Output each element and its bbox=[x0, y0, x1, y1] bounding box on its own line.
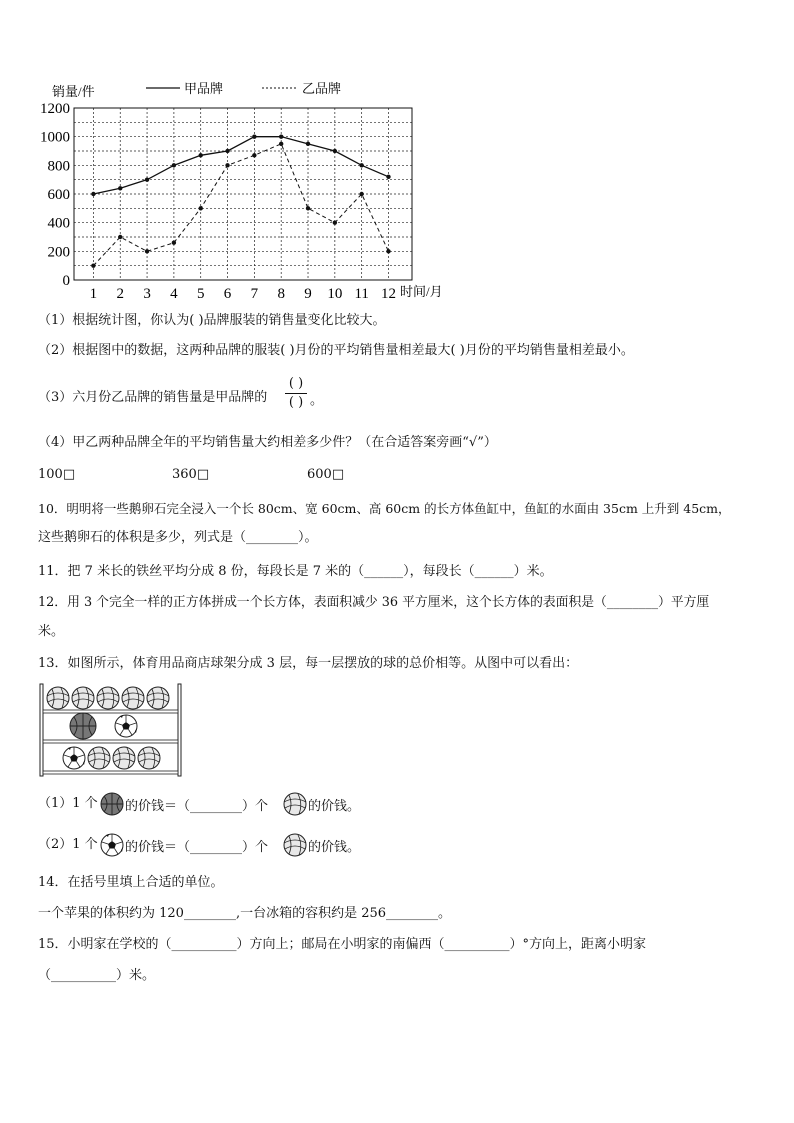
data-point-series-2 bbox=[118, 235, 122, 239]
q4-text: （4）甲乙两种品牌全年的平均销售量大约相差多少件？（在合适答案旁画“√”） bbox=[38, 435, 497, 450]
q3-numerator: ( ) bbox=[288, 376, 304, 391]
p13-q2-part-c: 的价钱。 bbox=[308, 840, 361, 855]
y-tick-labels bbox=[40, 101, 70, 289]
volleyball-icon bbox=[122, 687, 144, 709]
sales-line-chart bbox=[30, 76, 470, 306]
p13-q2-part-b: 的价钱＝（________）个 bbox=[125, 840, 269, 855]
series-line-2 bbox=[93, 144, 388, 266]
p14-line2: 一个苹果的体积约为 120________,一台冰箱的容积约是 256________。 bbox=[38, 906, 452, 921]
x-tick-label: 5 bbox=[196, 286, 205, 302]
data-point-series-1 bbox=[333, 149, 337, 153]
p15-line2: （__________）米。 bbox=[38, 968, 156, 983]
x-tick-labels bbox=[90, 286, 396, 302]
data-point-series-2 bbox=[225, 163, 229, 167]
data-point-series-2 bbox=[145, 249, 149, 253]
volleyball-icon bbox=[147, 687, 169, 709]
p13-text: 13．如图所示，体育用品商店球架分成 3 层，每一层摆放的球的总价相等。从图中可以看出： bbox=[38, 656, 579, 671]
data-point-series-1 bbox=[306, 142, 310, 146]
x-tick-label: 10 bbox=[327, 286, 343, 302]
p13-q1-part-c: 的价钱。 bbox=[308, 799, 361, 814]
series-line-1 bbox=[93, 137, 388, 194]
data-point-series-1 bbox=[386, 175, 390, 179]
y-tick-label: 800 bbox=[47, 158, 70, 175]
rack-left-post bbox=[40, 684, 43, 776]
rack-shelf-1 bbox=[43, 710, 178, 713]
x-tick-label: 9 bbox=[304, 286, 312, 302]
p15-line1: 15．小明家在学校的（__________）方向上；邮局在小明家的南偏西（__________）°方向上，距离小明家 bbox=[38, 937, 647, 952]
q1-text: （1）根据统计图，你认为( )品牌服装的销售量变化比较大。 bbox=[38, 313, 386, 328]
chart-series bbox=[91, 134, 390, 267]
volleyball-icon bbox=[138, 747, 160, 769]
q2-text: （2）根据图中的数据，这两种品牌的服装( )月份的平均销售量相差最大( )月份的平均销售量相差最小。 bbox=[38, 343, 634, 358]
data-point-series-2 bbox=[333, 220, 337, 224]
p12-line2: 米。 bbox=[38, 624, 65, 639]
x-tick-label: 3 bbox=[143, 286, 151, 302]
p13-q2-part-a: （2）1 个 bbox=[38, 837, 98, 852]
soccer-ball-icon bbox=[63, 747, 85, 769]
data-point-series-2 bbox=[359, 192, 363, 196]
legend-series-1: 甲品牌 bbox=[184, 81, 224, 96]
volleyball-icon bbox=[283, 792, 307, 816]
x-tick-label: 8 bbox=[277, 286, 285, 302]
volleyball-icon bbox=[47, 687, 69, 709]
volleyball-icon bbox=[283, 833, 307, 857]
x-tick-label: 7 bbox=[250, 286, 259, 302]
data-point-series-2 bbox=[91, 263, 95, 267]
data-point-series-1 bbox=[172, 163, 176, 167]
p12-line1: 12．用 3 个完全一样的正方体拼成一个长方体，表面积减少 36 平方厘米，这个长方体的表面积是（________）平方厘 bbox=[38, 595, 710, 610]
y-tick-label: 400 bbox=[47, 215, 70, 232]
x-tick-label: 11 bbox=[354, 286, 369, 302]
data-point-series-1 bbox=[145, 177, 149, 181]
x-tick-label: 1 bbox=[89, 286, 98, 302]
soccer-ball-icon bbox=[115, 715, 137, 737]
data-point-series-1 bbox=[359, 163, 363, 167]
y-axis-label: 销量/件 bbox=[52, 84, 95, 99]
data-point-series-2 bbox=[199, 206, 203, 210]
volleyball-icon bbox=[113, 747, 135, 769]
y-tick-label: 1000 bbox=[40, 129, 70, 146]
data-point-series-2 bbox=[306, 206, 310, 210]
data-point-series-1 bbox=[199, 153, 203, 157]
legend-series-2: 乙品牌 bbox=[302, 81, 342, 96]
p13-q1-part-b: 的价钱＝（________）个 bbox=[125, 799, 269, 814]
y-tick-label: 600 bbox=[47, 187, 70, 203]
x-tick-label: 4 bbox=[170, 286, 178, 302]
q3-suffix: 。 bbox=[310, 393, 324, 408]
rack-right-post bbox=[178, 684, 181, 776]
data-point-series-1 bbox=[279, 134, 283, 138]
x-axis-label: 时间/月 bbox=[400, 284, 443, 299]
y-tick-label: 0 bbox=[62, 273, 70, 289]
data-point-series-1 bbox=[225, 149, 229, 153]
data-point-series-2 bbox=[172, 241, 176, 245]
volleyball-icon bbox=[97, 687, 119, 709]
rack-shelf-2 bbox=[43, 740, 178, 743]
x-tick-label: 6 bbox=[223, 286, 232, 302]
fraction-bar bbox=[285, 393, 307, 394]
q3-text: （3）六月份乙品牌的销售量是甲品牌的 bbox=[38, 390, 268, 405]
q3-fraction bbox=[285, 376, 307, 411]
data-point-series-1 bbox=[91, 192, 95, 196]
y-tick-label: 1200 bbox=[40, 101, 70, 117]
q3-denominator: ( ) bbox=[288, 395, 304, 410]
data-point-series-2 bbox=[252, 153, 256, 157]
y-tick-label: 200 bbox=[47, 244, 70, 261]
data-point-series-1 bbox=[252, 134, 256, 138]
q4-option-100[interactable]: 100□ bbox=[38, 467, 76, 482]
rack-shelf-3 bbox=[43, 771, 178, 774]
p11-text: 11．把 7 米长的铁丝平均分成 8 份，每段长是 7 米的（______），每段长（______）米。 bbox=[38, 564, 553, 579]
data-point-series-1 bbox=[118, 186, 122, 190]
basketball-icon bbox=[70, 713, 96, 739]
volleyball-icon bbox=[72, 687, 94, 709]
volleyball-icon bbox=[88, 747, 110, 769]
chart-legend bbox=[146, 81, 341, 96]
p13-q1-part-a: （1）1 个 bbox=[38, 796, 98, 811]
p14-line1: 14．在括号里填上合适的单位。 bbox=[38, 875, 224, 890]
data-point-series-2 bbox=[386, 249, 390, 253]
basketball-icon bbox=[100, 792, 124, 816]
data-point-series-2 bbox=[279, 142, 283, 146]
q4-option-600[interactable]: 600□ bbox=[307, 467, 345, 482]
x-tick-label: 12 bbox=[380, 286, 396, 302]
x-tick-label: 2 bbox=[116, 286, 124, 302]
q4-option-360[interactable]: 360□ bbox=[172, 467, 210, 482]
soccer-ball-icon bbox=[100, 833, 124, 857]
p10-line1: 10．明明将一些鹅卵石完全浸入一个长 80cm、宽 60cm、高 60cm 的长方体鱼缸中，鱼缸的水面由 35cm 上升到 45cm， bbox=[38, 501, 731, 516]
p10-line2: 这些鹅卵石的体积是多少，列式是（________）。 bbox=[38, 530, 318, 545]
ball-rack-figure bbox=[38, 682, 184, 778]
